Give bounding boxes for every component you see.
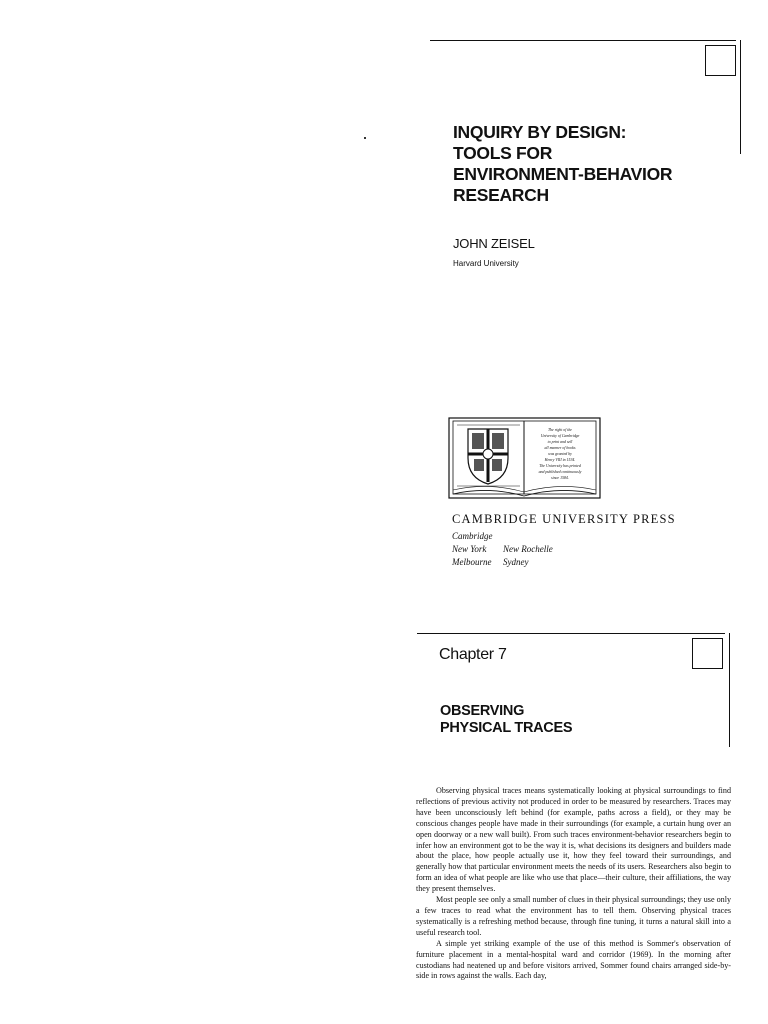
book-title-line: ENVIRONMENT-BEHAVIOR xyxy=(453,164,673,184)
chapter-label: Chapter 7 xyxy=(439,646,507,663)
paragraph: Observing physical traces means systematically looking at physical surroundings to find reflections of previous activity not produced in order to be measured by researchers. Traces may have been unconsciously left behind (for example, paths across a field), or they may be conscious changes people have made in their surroundings (for example, a curtain hung over an open doorway or a new wall built). From such traces environment-behavior researchers begin to infer how an environment got to be the way it is, what decisions its designers and builders made about the place, how people actually use it, how they feel toward their surroundings, and generally how that particular environment meets the needs of its users. Researchers also begin to form an idea of what people are like who use that place—their culture, their affiliations, the way they present themselves. xyxy=(416,786,731,894)
logo-text-line: Henry VIII in 1534. xyxy=(544,458,576,462)
paragraph: A simple yet striking example of the use of this method is Sommer's observation of furniture placement in a mental-hospital ward and corridor (1969). In the morning after custodians had neatened up and before visitors arrived, Sommer found chairs arranged side-by-side in rows against the walls. Each day, xyxy=(416,938,731,981)
author-name: JOHN ZEISEL xyxy=(453,236,535,251)
city: Sydney xyxy=(503,557,529,567)
book-title xyxy=(453,122,753,206)
logo-text-line: The right of the xyxy=(547,428,573,432)
city: Melbourne xyxy=(452,557,492,567)
logo-text-line: and published continuously xyxy=(538,470,582,474)
book-title-line: RESEARCH xyxy=(453,185,549,205)
title-page-top-rule xyxy=(430,40,736,41)
book-title-line: TOOLS FOR xyxy=(453,143,553,163)
author-affiliation: Harvard University xyxy=(453,259,519,268)
city: Cambridge xyxy=(452,531,493,541)
chapter-title-line: PHYSICAL TRACES xyxy=(440,720,573,736)
publisher-name: CAMBRIDGE UNIVERSITY PRESS xyxy=(452,512,676,526)
city: New Rochelle xyxy=(503,544,553,554)
logo-text-line: since 1584. xyxy=(551,476,569,480)
logo-text-line: all manner of books xyxy=(544,446,576,450)
logo-text-line: The University has printed xyxy=(539,464,581,468)
press-logo xyxy=(448,416,601,502)
book-title-line: INQUIRY BY DESIGN: xyxy=(453,122,627,142)
paragraph: Most people see only a small number of clues in their physical surroundings; they use only a few traces to read what the environment has to tell them. Observing physical traces systematically is a refreshing method because, through fine tuning, it turns a natural skill into a useful research tool. xyxy=(416,895,731,937)
logo-text-line: University of Cambridge xyxy=(540,434,580,438)
chapter-title xyxy=(440,703,572,737)
city: New York xyxy=(452,544,487,554)
scan-speck xyxy=(364,137,366,139)
title-page-corner-box xyxy=(705,45,736,76)
logo-text-line: was granted by xyxy=(548,452,572,456)
chapter-right-rule xyxy=(729,633,730,747)
chapter-corner-box xyxy=(692,638,723,669)
logo-text-line: to print and sell xyxy=(547,440,573,444)
chapter-title-line: OBSERVING xyxy=(440,703,525,719)
publisher-cities xyxy=(452,530,553,569)
chapter-top-rule xyxy=(417,633,725,634)
chapter-body xyxy=(416,786,731,982)
